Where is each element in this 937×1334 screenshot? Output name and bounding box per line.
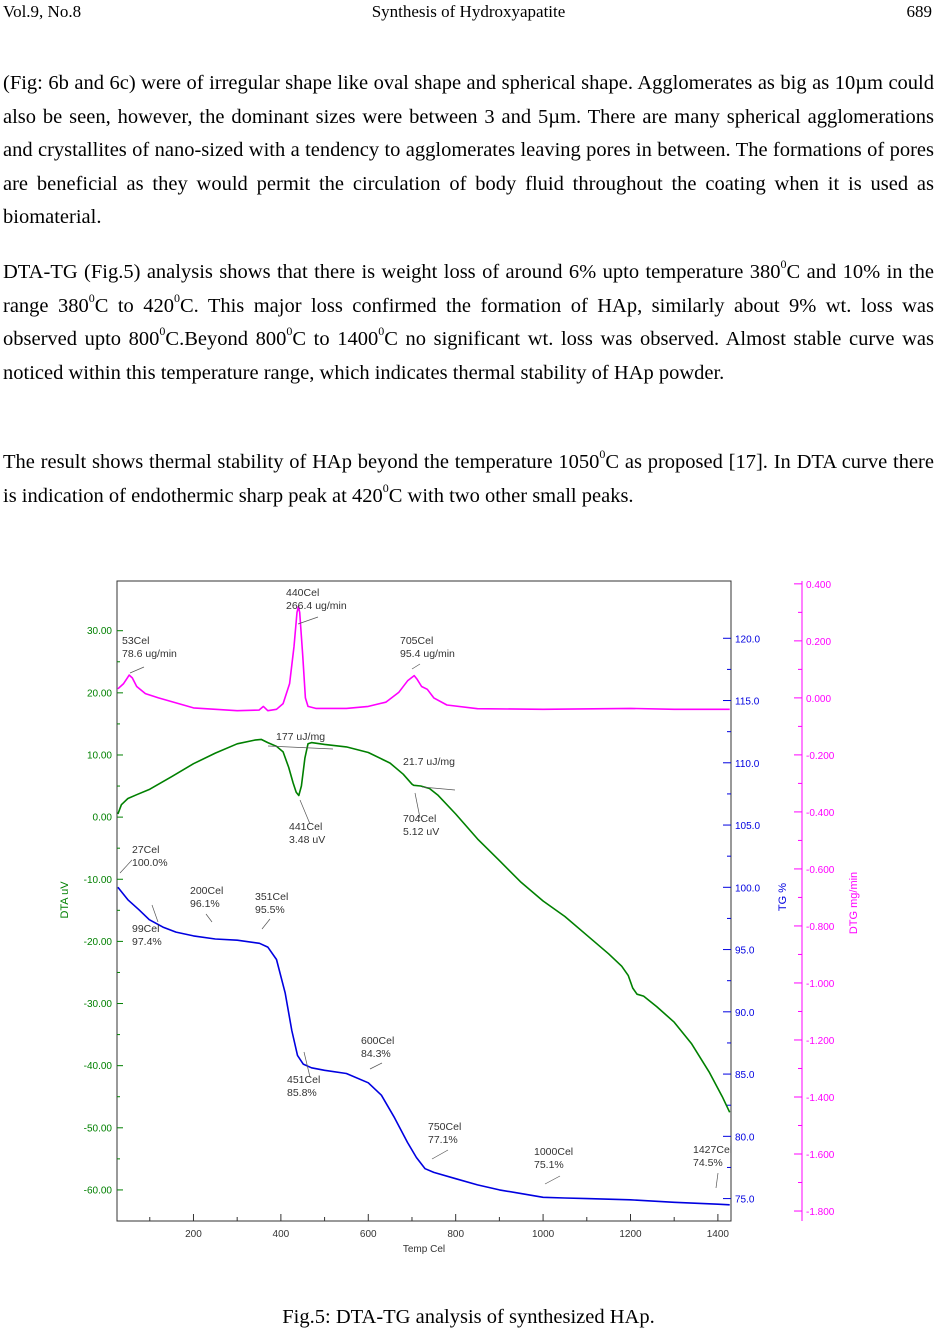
annotation-label: 451Cel (287, 1074, 321, 1086)
annotation-label: 77.1% (428, 1134, 458, 1146)
dta-tg-chart (0, 560, 937, 1270)
x-tick-label: 800 (447, 1229, 465, 1240)
dta-tick-label: 20.00 (86, 688, 112, 700)
x-tick-label: 200 (185, 1229, 202, 1240)
x-tick-label: 1200 (619, 1229, 642, 1240)
superscript-degree: 0 (378, 324, 385, 339)
figure-caption: Fig.5: DTA-TG analysis of synthesized HAp. (282, 1306, 655, 1328)
tg-tick-label: 100.0 (735, 883, 761, 895)
annotation-label: 200Cel (190, 885, 224, 897)
paragraph-thermal-stability (3, 446, 934, 513)
dtg-tick-label: -0.600 (806, 864, 835, 876)
annotation-label: 95.5% (255, 904, 285, 916)
dtg-tick-label: 0.000 (806, 693, 832, 705)
annotation-label: 53Cel (122, 635, 150, 647)
tg-tick-label: 85.0 (735, 1070, 755, 1082)
dta-curve (118, 739, 730, 1112)
annotation-label: 27Cel (132, 844, 160, 856)
annotation-leader (152, 905, 158, 922)
annotation-label: 441Cel (289, 821, 323, 833)
dta-tick-label: 30.00 (86, 626, 112, 638)
annotation-leader (262, 919, 270, 929)
annotation-label: 750Cel (428, 1121, 462, 1133)
annotation-leader (120, 860, 132, 873)
superscript-degree: 0 (780, 257, 787, 272)
x-tick-label: 1000 (531, 1229, 555, 1240)
annotation-label: 96.1% (190, 898, 220, 910)
dtg-axis-label: DTG mg/min (848, 871, 860, 935)
annotation-label: 100.0% (132, 857, 168, 869)
dta-tick-label: -50.00 (83, 1123, 112, 1135)
x-tick-label: 1400 (706, 1229, 730, 1240)
tg-tick-label: 120.0 (735, 634, 761, 646)
annotation-label: 85.8% (287, 1087, 317, 1099)
annotation-leader (130, 667, 144, 673)
dtg-tick-label: -1.400 (806, 1092, 835, 1104)
annotation-leader (412, 664, 420, 669)
annotation-leader (432, 1150, 448, 1159)
annotation-label: 97.4% (132, 936, 162, 948)
dta-tick-label: -30.00 (83, 999, 112, 1011)
superscript-degree: 0 (173, 290, 180, 305)
annotation-leader (545, 1176, 560, 1184)
text-run: DTA-TG (Fig.5) analysis shows that there is weight loss of around 6% upto temperature 380 (3, 261, 781, 283)
text-run: C.Beyond 800 (165, 328, 287, 351)
annotation-label: 95.4 ug/min (400, 648, 455, 660)
running-header (0, 2, 937, 24)
annotation-label: 600Cel (361, 1035, 395, 1047)
text-run: C no significant wt. loss was observed. Almost stable curve was noticed within this temperature range, which indicates thermal stability of HAp powder. (3, 328, 934, 384)
dta-tick-label: 10.00 (86, 750, 112, 762)
dta-tick-label: 0.00 (92, 812, 112, 824)
annotation-label: 704Cel (403, 813, 437, 825)
dta-axis-label: DTA uV (59, 881, 71, 919)
text-run: C to 1400 (292, 328, 379, 351)
dtg-tick-label: -0.200 (806, 750, 835, 762)
annotation-label: 705Cel (400, 635, 434, 647)
annotation-leader (716, 1173, 718, 1188)
text-run: C to 420 (94, 294, 174, 317)
superscript-degree: 0 (88, 290, 95, 305)
tg-tick-label: 80.0 (735, 1132, 755, 1144)
tg-tick-label: 105.0 (735, 821, 761, 833)
annotation-label: 75.1% (534, 1159, 564, 1171)
journal-volume: Vol.9, No.8 (3, 2, 82, 21)
text-run: C. This major loss confirmed the formation of HAp, similarly about 9% wt. loss was observed upto 800 (3, 294, 935, 351)
text-run: C and 10% in the range 380 (3, 261, 935, 317)
text-run: C as proposed [17]. In DTA curve there is indication of endothermic sharp peak at 420 (3, 451, 934, 507)
annotation-label: 3.48 uV (289, 834, 326, 846)
dtg-tick-label: -0.400 (806, 807, 835, 819)
tg-tick-label: 115.0 (735, 696, 760, 708)
paragraph-dta-tg (3, 256, 934, 390)
annotation-label: 74.5% (693, 1157, 723, 1169)
annotation-label: 266.4 ug/min (286, 600, 347, 612)
superscript-degree: 0 (599, 447, 606, 462)
tg-tick-label: 90.0 (735, 1007, 755, 1019)
tg-tick-label: 110.0 (735, 758, 760, 770)
x-axis-label: Temp Cel (402, 1244, 446, 1255)
dta-tick-label: -20.00 (83, 936, 112, 948)
annotation-label: 21.7 uJ/mg (403, 756, 455, 768)
dtg-tick-label: -1.200 (806, 1035, 835, 1047)
annotation-label: 5.12 uV (403, 826, 440, 838)
superscript-degree: 0 (382, 480, 389, 495)
superscript-degree: 0 (159, 324, 166, 339)
x-tick-label: 400 (272, 1229, 290, 1240)
superscript-degree: 0 (286, 324, 293, 339)
text-run: C with two other small peaks. (388, 484, 634, 507)
text-run: (Fig: 6b and 6c) were of irregular shape like oval shape and spherical shape. Agglomerates as big as 10µm could also be seen, however, the dominant sizes were between 3 and 5µm. There are many spherical agglomerations and crystallites of nano-sized with a tendency to agglomerates leaving pores in between. The formations of pores are beneficial as they would permit the circulation of body fluid throughout the coating when it is used as biomaterial. (3, 72, 934, 229)
page-number: 689 (906, 2, 932, 21)
annotation-label: 177 uJ/mg (276, 731, 326, 743)
dtg-tick-label: -0.800 (806, 921, 835, 933)
annotation-label: 78.6 ug/min (122, 648, 177, 660)
tg-tick-label: 95.0 (735, 945, 755, 957)
annotation-label: 99Cel (132, 923, 160, 935)
x-tick-label: 600 (359, 1229, 377, 1240)
annotation-label: 351Cel (255, 891, 289, 903)
dtg-tick-label: -1.600 (806, 1150, 835, 1162)
dtg-tick-label: 0.200 (806, 636, 832, 648)
dtg-tick-label: -1.800 (806, 1207, 835, 1219)
annotation-label: 1000Cel (534, 1146, 574, 1158)
dta-tick-label: -10.00 (83, 874, 112, 886)
dta-tick-label: -60.00 (83, 1185, 112, 1197)
annotation-leader (206, 914, 212, 922)
tg-tick-label: 75.0 (735, 1194, 755, 1206)
dtg-tick-label: -1.000 (806, 978, 835, 990)
tg-curve (118, 887, 733, 1205)
dta-tick-label: -40.00 (83, 1061, 112, 1073)
running-title: Synthesis of Hydroxyapatite (371, 2, 566, 21)
annotation-label: 84.3% (361, 1048, 391, 1060)
annotation-label: 440Cel (286, 587, 320, 599)
dtg-tick-label: 0.400 (806, 579, 832, 591)
text-run: The result shows thermal stability of HAp beyond the temperature 1050 (3, 451, 600, 473)
paragraph-morphology (3, 67, 934, 235)
annotation-leader (370, 1063, 382, 1069)
annotation-label: 1427Cel (693, 1144, 733, 1156)
tg-axis-label: TG % (777, 882, 789, 912)
